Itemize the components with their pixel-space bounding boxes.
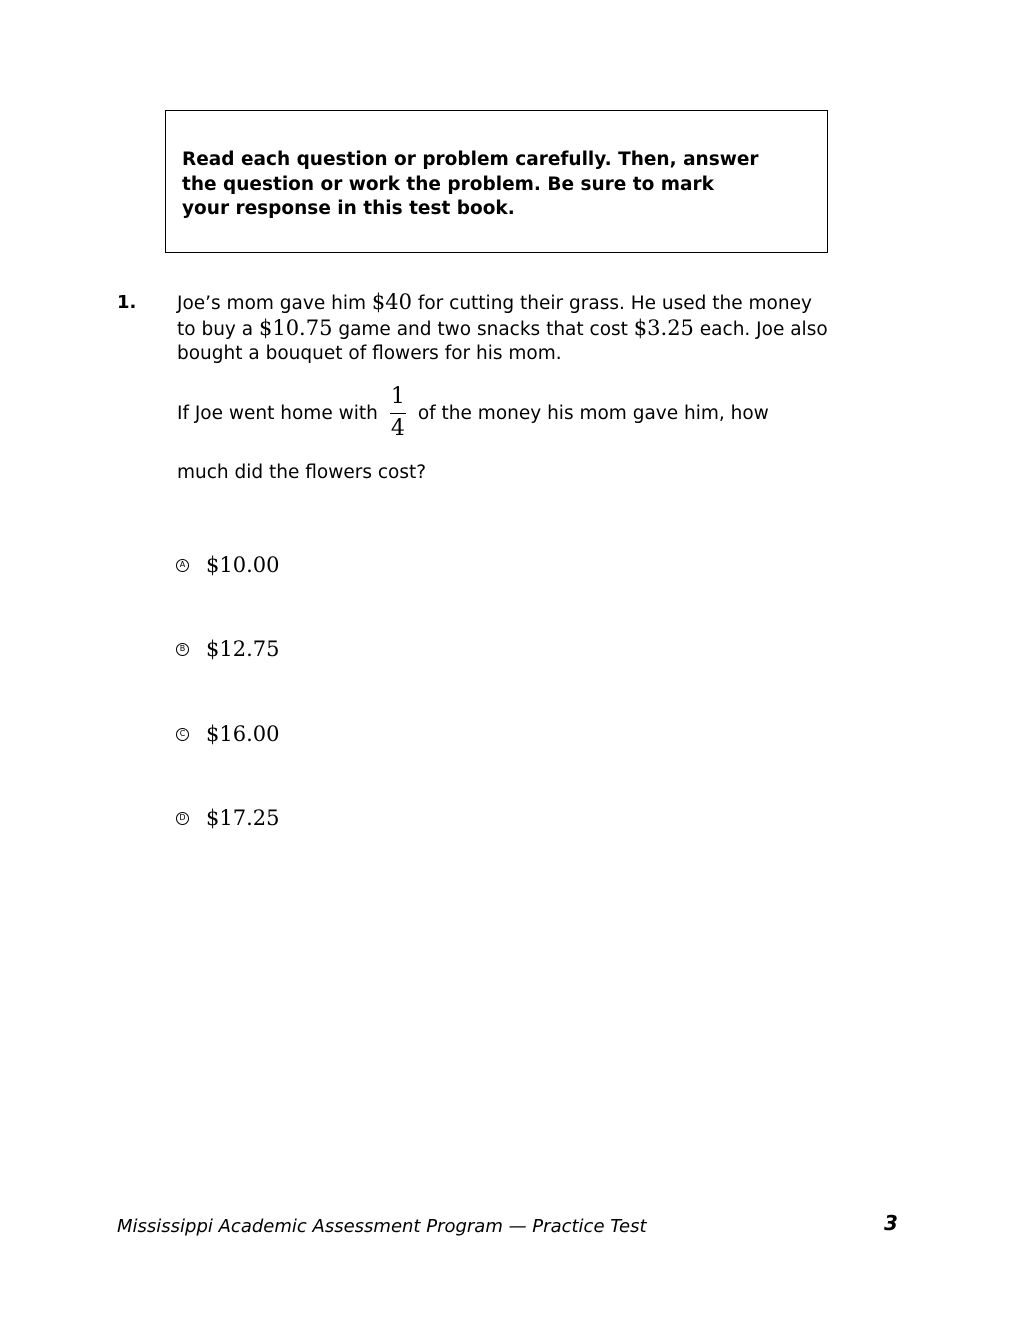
bubble-d-icon[interactable]: D — [176, 812, 189, 825]
fraction-bar — [390, 413, 406, 414]
instructions-box — [165, 110, 828, 253]
instructions-text — [182, 148, 822, 222]
instructions-line-3: your response in this test book. — [182, 198, 515, 219]
choice-b-text: $12.75 — [206, 637, 280, 661]
stem-text: each. Joe also — [693, 319, 828, 340]
choice-c-text: $16.00 — [206, 722, 280, 746]
stem-text: to buy a — [177, 319, 259, 340]
stem-text: game and two snacks that cost — [332, 319, 634, 340]
amount-40: $40 — [371, 290, 412, 314]
stem-line-2 — [177, 316, 897, 342]
footer-title: Mississippi Academic Assessment Program — Practice Test — [117, 1216, 647, 1237]
question-stem — [177, 290, 897, 366]
stem-line-1 — [177, 290, 897, 316]
instructions-line-1: Read each question or problem carefully. Then, answer — [182, 149, 759, 170]
fraction-one-fourth — [388, 384, 408, 442]
answer-choice-c[interactable] — [176, 719, 279, 749]
amount-snack: $3.25 — [633, 316, 694, 340]
answer-choice-a[interactable] — [176, 550, 279, 580]
fraction-denominator: 4 — [390, 416, 405, 441]
choice-d-text: $17.25 — [206, 806, 280, 830]
question-number: 1. — [117, 292, 137, 313]
page-number: 3 — [884, 1211, 898, 1235]
answer-choice-d[interactable] — [176, 803, 279, 833]
question-continuation: much did the flowers cost? — [177, 462, 427, 483]
fraction-sentence-before: If Joe went home with — [177, 402, 378, 424]
stem-text: for cutting their grass. He used the money — [411, 293, 812, 314]
amount-game: $10.75 — [258, 316, 333, 340]
bubble-b-icon[interactable]: B — [176, 643, 189, 656]
fraction-sentence-after: of the money his mom gave him, how — [417, 402, 769, 424]
instructions-line-2: the question or work the problem. Be sure to mark — [182, 173, 714, 195]
stem-text: Joe’s mom gave him — [177, 293, 372, 314]
fraction-numerator: 1 — [390, 384, 405, 409]
bubble-a-icon[interactable]: A — [176, 559, 189, 572]
bubble-c-icon[interactable]: C — [176, 728, 189, 741]
answer-choice-b[interactable] — [176, 634, 279, 664]
fraction-sentence — [177, 380, 769, 446]
choice-a-text: $10.00 — [206, 553, 280, 577]
stem-line-3: bought a bouquet of flowers for his mom. — [177, 343, 562, 364]
